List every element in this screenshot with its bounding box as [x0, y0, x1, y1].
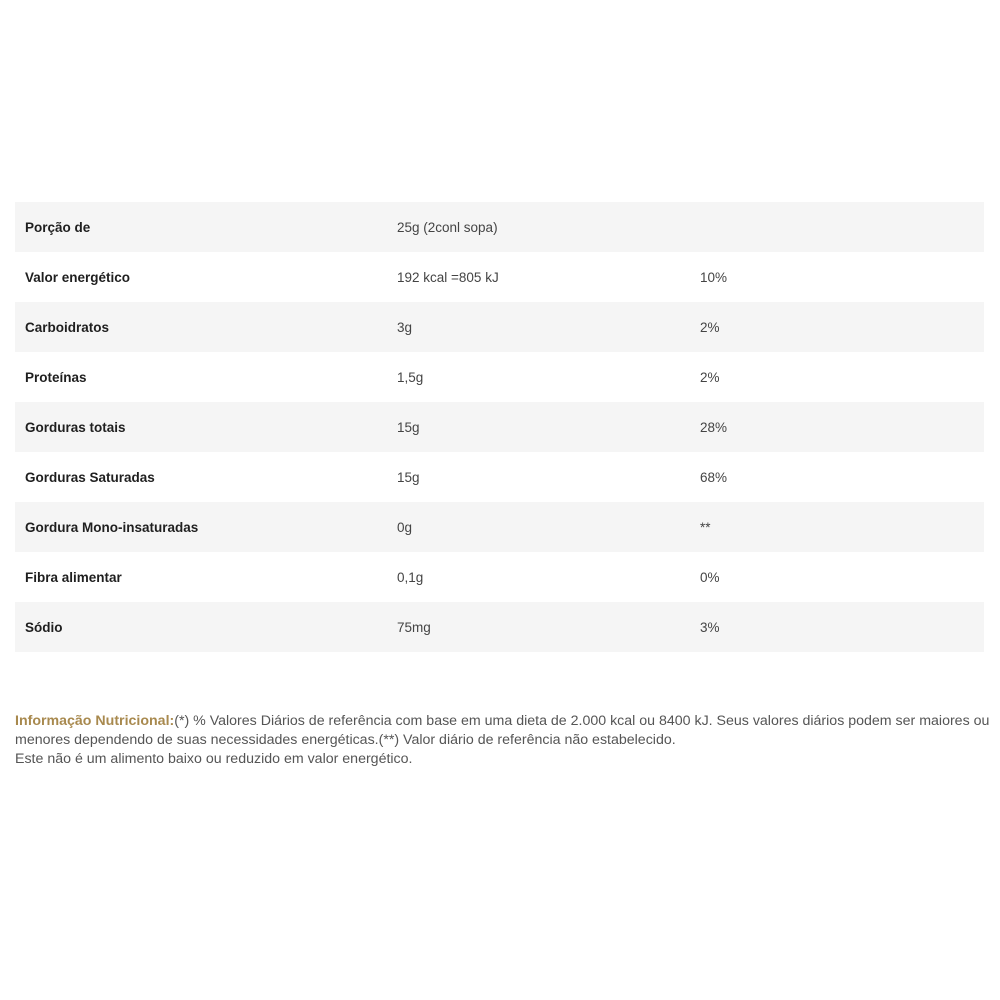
footnote-paragraph: [15, 712, 990, 750]
footnote-note: Este não é um alimento baixo ou reduzido em valor energético.: [15, 751, 413, 767]
row-amount: 25g (2conl sopa): [397, 219, 498, 235]
row-daily-value: 10%: [700, 269, 728, 285]
row-amount: 75mg: [397, 619, 431, 635]
row-label: Proteínas: [25, 369, 87, 385]
row-amount: 0,1g: [397, 569, 424, 585]
table-row-total-fat: [15, 402, 984, 452]
nutrition-footnote: [15, 712, 990, 769]
row-daily-value: 28%: [700, 419, 728, 435]
table-row-protein: [15, 352, 984, 402]
row-label: Valor energético: [25, 269, 131, 285]
row-amount: 192 kcal =805 kJ: [397, 269, 499, 285]
row-label: Gorduras totais: [25, 419, 126, 435]
table-row-carbs: [15, 302, 984, 352]
row-label: Sódio: [25, 619, 63, 635]
row-label: Gordura Mono-insaturadas: [25, 519, 199, 535]
footnote-title: Informação Nutricional:: [15, 713, 175, 729]
row-amount: 1,5g: [397, 369, 424, 385]
row-daily-value: 0%: [700, 569, 720, 585]
table-row-sodium: [15, 602, 984, 652]
footnote-text: (*) % Valores Diários de referência com base em uma dieta de 2.000 kcal ou 8400 kJ. Seus valores diários podem ser maiores ou menores dependendo de suas necessidades energéticas.(**) Valor diário de referência não estabelecido.: [15, 713, 990, 748]
row-daily-value: 2%: [700, 319, 720, 335]
nutrition-table: [15, 202, 984, 652]
table-row-energy: [15, 252, 984, 302]
table-row-mono-fat: [15, 502, 984, 552]
row-label: Carboidratos: [25, 319, 110, 335]
row-daily-value: 3%: [700, 619, 720, 635]
row-label: Fibra alimentar: [25, 569, 122, 585]
row-daily-value: 68%: [700, 469, 728, 485]
row-daily-value: **: [700, 519, 711, 535]
table-row-portion: [15, 202, 984, 252]
table-row-saturated-fat: [15, 452, 984, 502]
row-label: Gorduras Saturadas: [25, 469, 155, 485]
row-label: Porção de: [25, 219, 91, 235]
row-amount: 3g: [397, 319, 413, 335]
row-amount: 15g: [397, 419, 420, 435]
row-daily-value: 2%: [700, 369, 720, 385]
row-amount: 15g: [397, 469, 420, 485]
row-amount: 0g: [397, 519, 413, 535]
table-row-fiber: [15, 552, 984, 602]
